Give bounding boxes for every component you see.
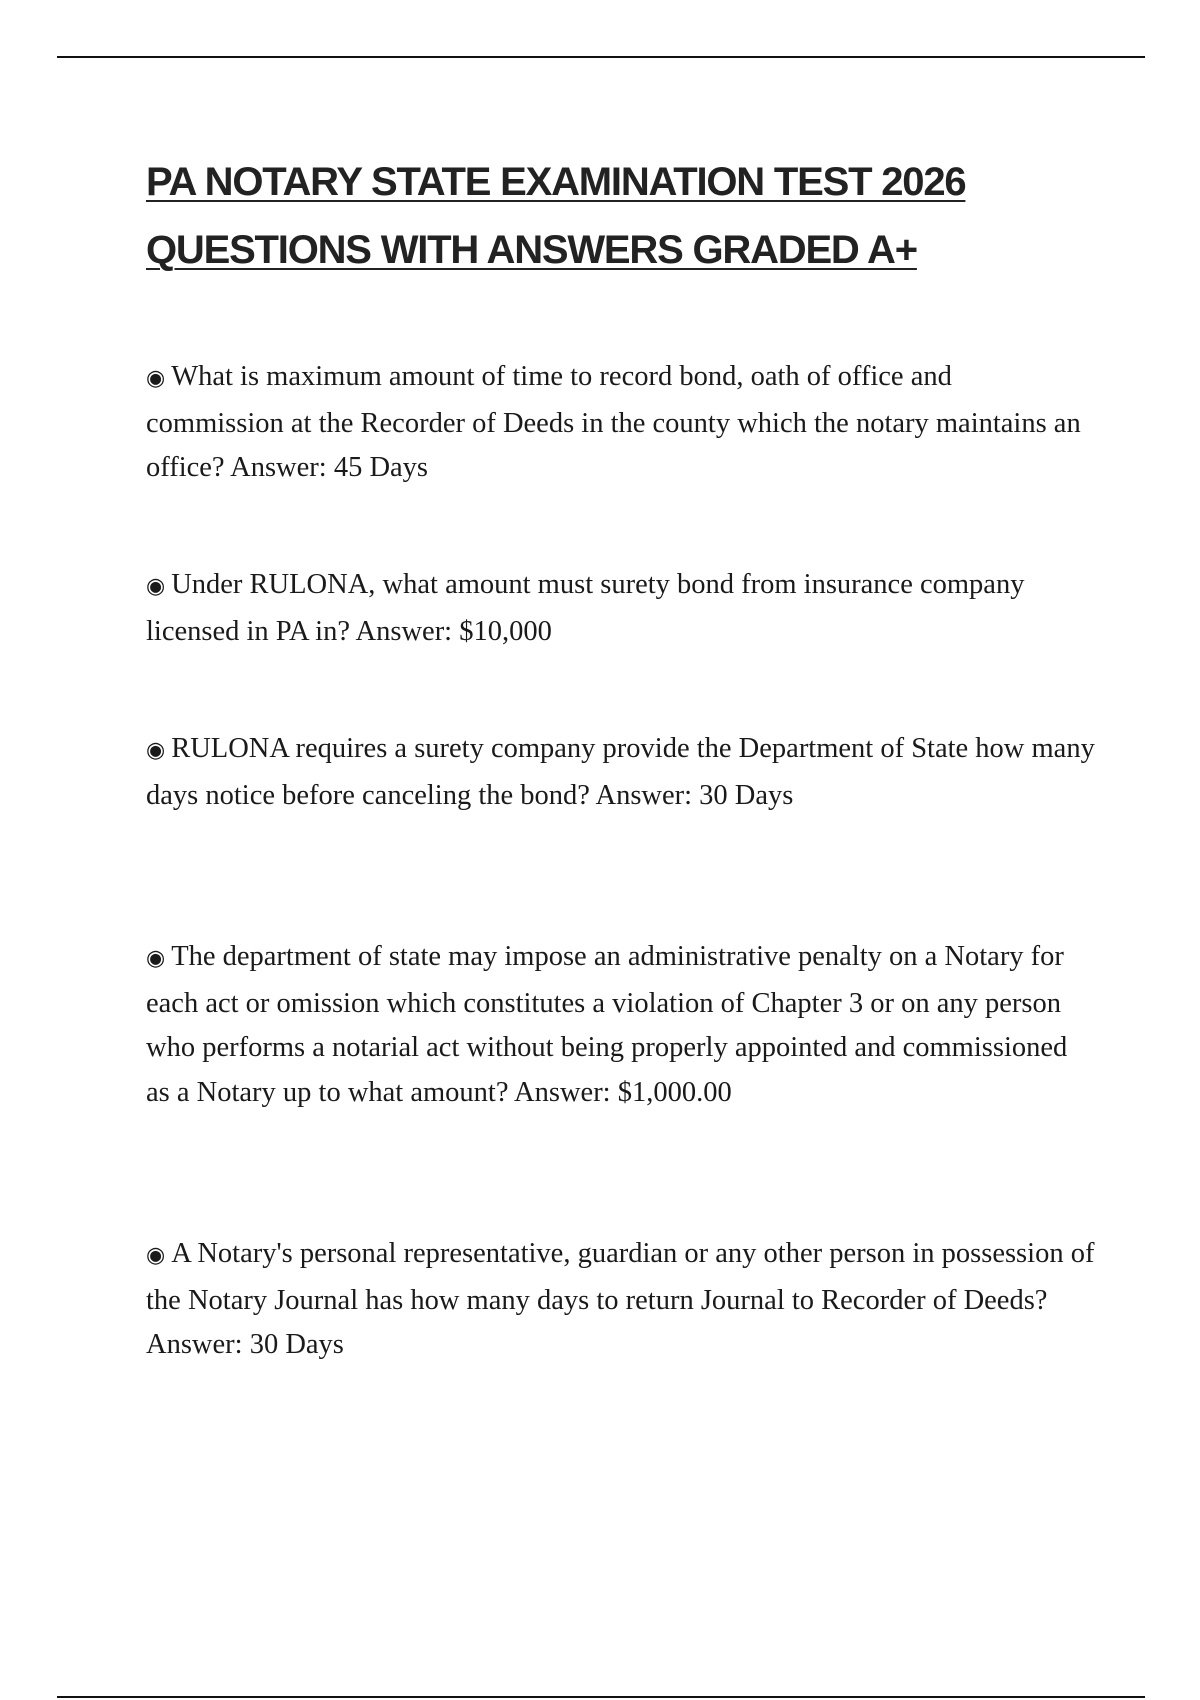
qa-text: RULONA requires a surety company provide the Department of State how many days notice before canceling the bond? Answer: 30 Days — [146, 733, 1095, 811]
qa-item — [146, 1232, 1096, 1368]
title-line-1: PA NOTARY STATE EXAMINATION TEST 2026 — [146, 160, 966, 204]
qa-item — [146, 563, 1096, 654]
qa-text: Under RULONA, what amount must surety bond from insurance company licensed in PA in? Answer: $10,000 — [146, 569, 1025, 647]
top-divider — [57, 56, 1145, 58]
bottom-divider — [57, 1696, 1145, 1698]
qa-text: A Notary's personal representative, guardian or any other person in possession of the Notary Journal has how many days to return Journal to Recorder of Deeds? Answer: 30 Days — [146, 1238, 1095, 1360]
fisheye-bullet-icon: ◉ — [146, 366, 166, 391]
qa-text: The department of state may impose an administrative penalty on a Notary for each act or omission which constitutes a violation of Chapter 3 or on any person who performs a notarial act without being properly appointed and commissioned as a Notary up to what amount? Answer: $1,000.00 — [146, 941, 1068, 1108]
fisheye-bullet-icon: ◉ — [146, 574, 166, 599]
title-line-2: QUESTIONS WITH ANSWERS GRADED A+ — [146, 228, 917, 272]
qa-item — [146, 727, 1096, 818]
qa-item — [146, 355, 1096, 491]
fisheye-bullet-icon: ◉ — [146, 946, 166, 971]
fisheye-bullet-icon: ◉ — [146, 1243, 166, 1268]
qa-item — [146, 935, 1096, 1115]
document-title — [146, 148, 1106, 284]
fisheye-bullet-icon: ◉ — [146, 738, 166, 763]
qa-text: What is maximum amount of time to record bond, oath of office and commission at the Recorder of Deeds in the county which the notary maintains an office? Answer: 45 Days — [146, 361, 1081, 483]
